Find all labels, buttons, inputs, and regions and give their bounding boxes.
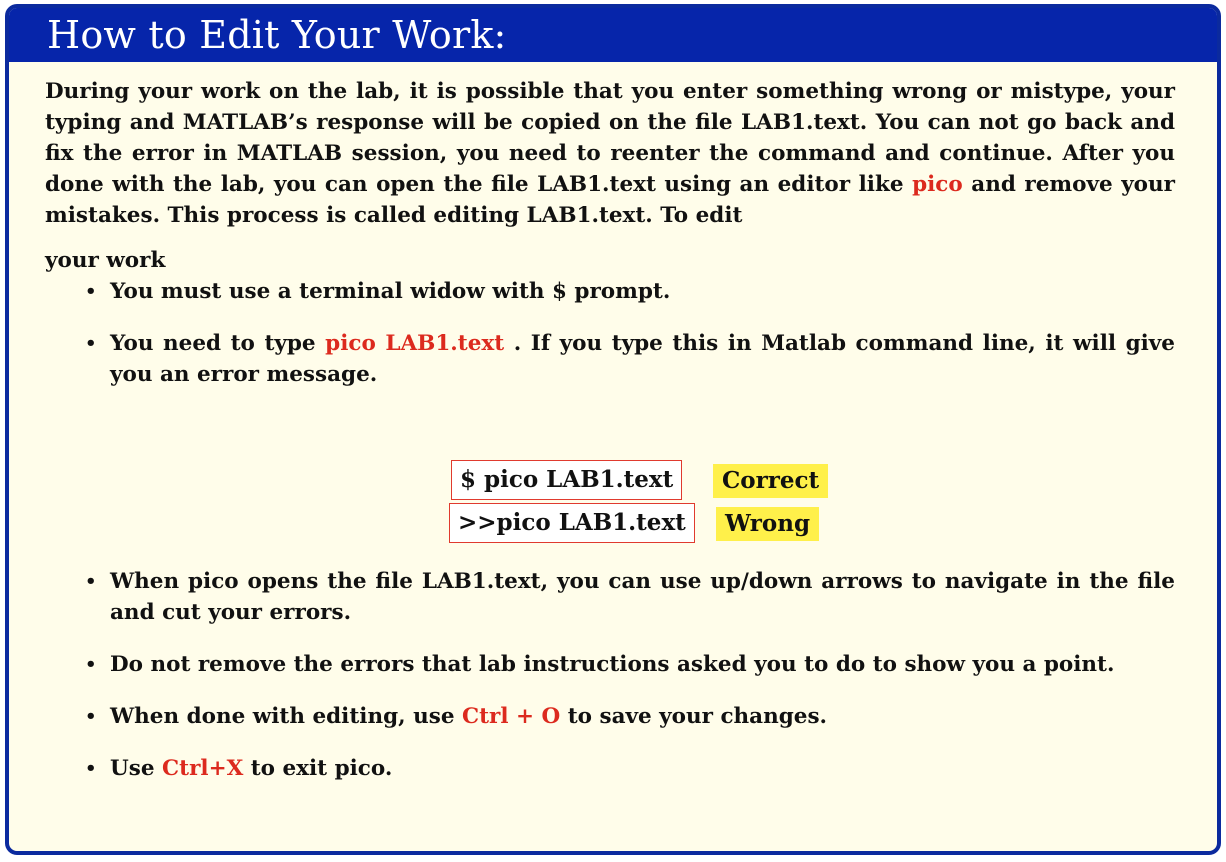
list-item (45, 276, 1175, 307)
edit-instructions-box (5, 4, 1221, 855)
intro-text-1: During your work on the lab, it is possible that you enter something wrong or mistype, your typing and MATLAB’s response will be copied on the file LAB1.text. You can not go back and fix the error in MATLAB session, you need to reenter the command and continue. After you done with the lab, you can open the file LAB1.text using an editor like (45, 79, 1175, 197)
bullet-dot: • (85, 281, 97, 302)
list-item-pre: Use (110, 756, 163, 781)
list-item-post: to exit pico. (243, 756, 393, 781)
bullet-dot: • (85, 758, 97, 779)
list-item-post: . If you type this in Matlab command line, it will give you an error message. (110, 331, 1175, 387)
editor-name: pico (912, 172, 963, 197)
list-item-text: Do not remove the errors that lab instructions asked you to do to show you a point. (110, 652, 1115, 677)
list-item (45, 701, 1175, 732)
list-item-pre: When done with editing, use (110, 704, 462, 729)
box-title: How to Edit Your Work: (9, 8, 1217, 62)
bullet-dot: • (85, 706, 97, 727)
list-item (45, 566, 1175, 628)
bullet-dot: • (85, 654, 97, 675)
intro-paragraph (45, 76, 1175, 231)
shortcut-highlight: Ctrl + O (461, 704, 561, 729)
list-item-text: When pico opens the file LAB1.text, you can use up/down arrows to navigate in the file and cut your errors. (110, 569, 1175, 625)
shortcut-highlight: Ctrl+X (162, 756, 244, 781)
command-highlight: pico LAB1.text (325, 331, 505, 356)
list-item-text: You must use a terminal widow with $ prompt. (110, 279, 671, 304)
box-content (45, 76, 1175, 784)
list-item-pre: You need to type (110, 331, 326, 356)
bullet-list-bottom (45, 566, 1175, 784)
correct-label: Correct (713, 464, 828, 498)
correct-command-box: $ pico LAB1.text (451, 460, 682, 500)
wrong-label: Wrong (716, 507, 819, 541)
list-item (45, 753, 1175, 784)
list-item-post: to save your changes. (560, 704, 828, 729)
intro-text-2: and remove your mistakes. This process is called editing LAB1.text. To edit (45, 172, 1175, 228)
wrong-command-box: >>pico LAB1.text (449, 503, 695, 543)
list-item (45, 328, 1175, 390)
bullet-dot: • (85, 571, 97, 592)
command-examples (45, 390, 1175, 566)
intro-tail: your work (45, 248, 166, 273)
bullet-list-top (45, 276, 1175, 390)
bullet-dot: • (85, 333, 97, 354)
list-item (45, 649, 1175, 680)
